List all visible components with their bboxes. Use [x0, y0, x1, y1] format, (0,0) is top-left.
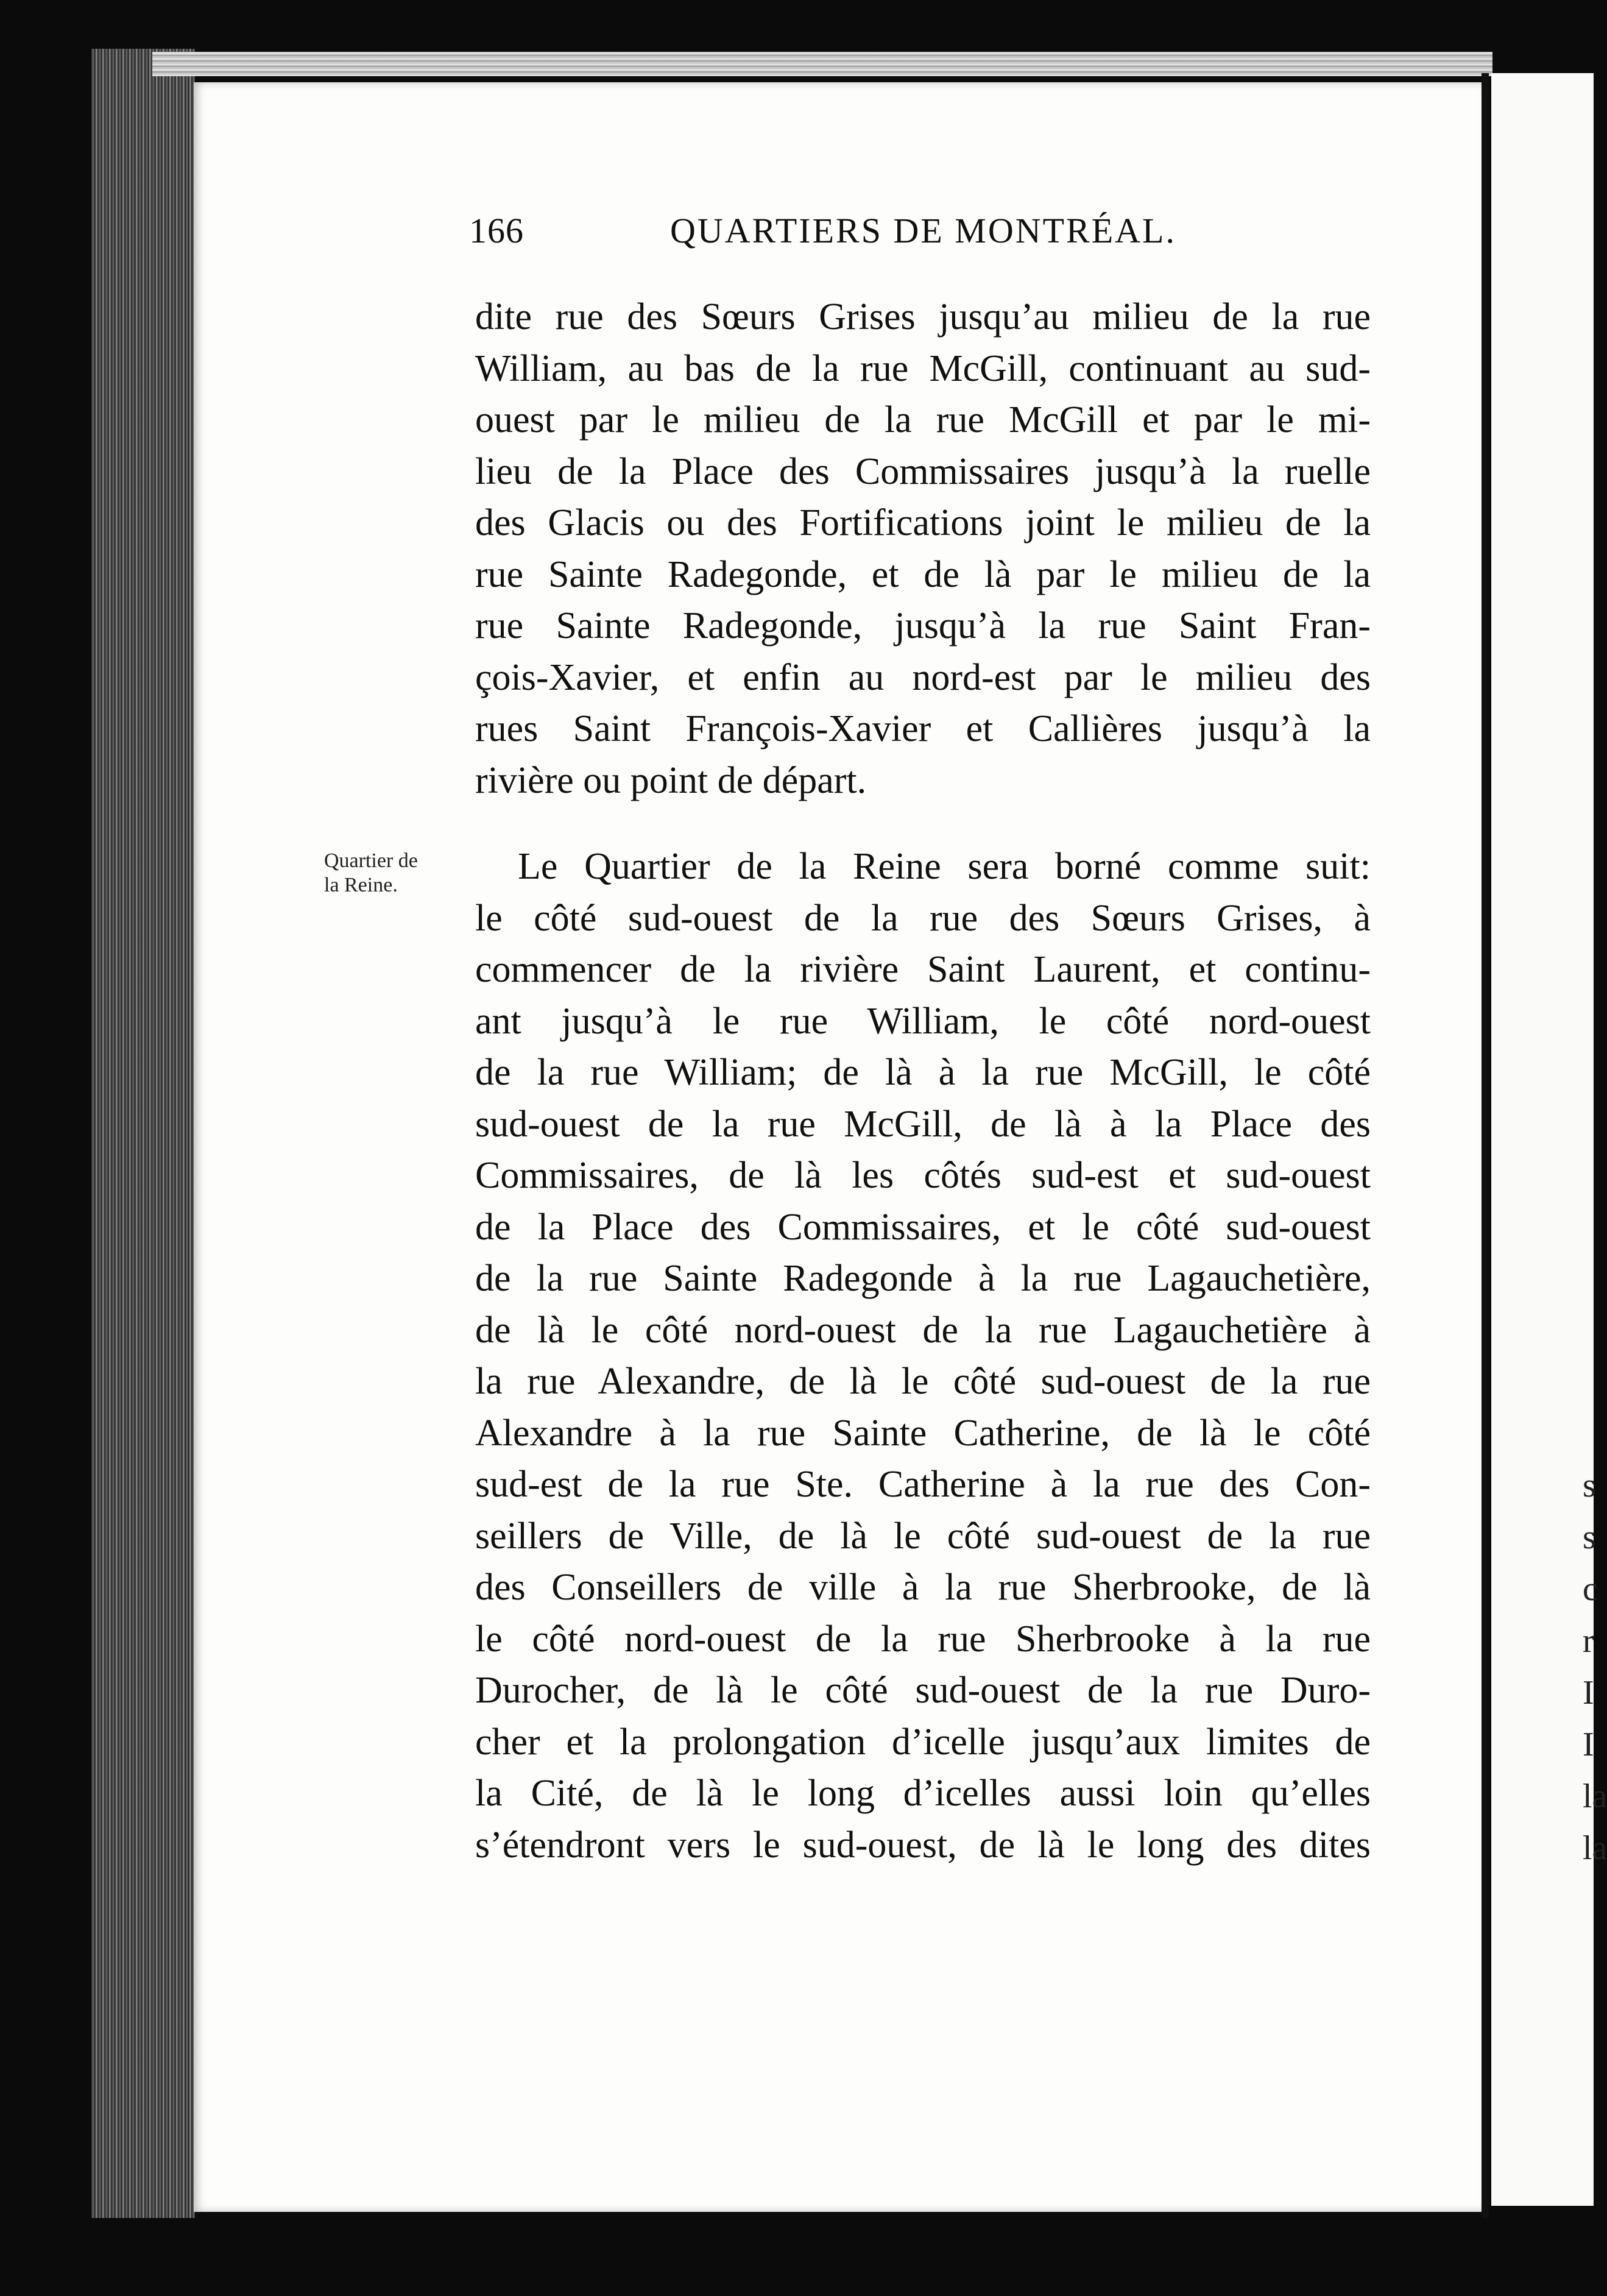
- text-line: Commissaires, de là les côtés sud-est et sud-ouest: [475, 1155, 1371, 1196]
- text-line: s’étendront vers le sud-ouest, de là le long des dites: [475, 1824, 1371, 1866]
- text-line: çois-Xavier, et enfin au nord-est par le milieu des: [475, 656, 1371, 698]
- margin-note: [324, 849, 464, 898]
- adjacent-page-fragment: r: [1583, 1622, 1594, 1660]
- text-line: lieu de la Place des Commissaires jusqu’à la ruelle: [475, 450, 1371, 492]
- text-line: des Conseillers de ville à la rue Sherbrooke, de là: [475, 1567, 1371, 1608]
- paragraph-2: [475, 841, 1371, 1871]
- text-line: rue Sainte Radegonde, et de là par le milieu de la: [475, 553, 1371, 595]
- text-line: de la rue William; de là à la rue McGill, le côté: [475, 1052, 1371, 1093]
- text-line: ouest par le milieu de la rue McGill et par le mi-: [475, 399, 1371, 441]
- adjacent-page-fragment: la: [1583, 1829, 1607, 1867]
- text-line: de là le côté nord-ouest de la rue Lagauchetière à: [475, 1309, 1371, 1351]
- text-line: ant jusqu’à le rue William, le côté nord-ouest: [475, 1000, 1371, 1042]
- text-line: rue Sainte Radegonde, jusqu’à la rue Saint Fran-: [475, 605, 1371, 647]
- adjacent-page-fragment: s: [1583, 1518, 1596, 1556]
- text-line: la rue Alexandre, de là le côté sud-ouest de la rue: [475, 1361, 1371, 1402]
- margin-note-line: Quartier de: [324, 849, 418, 872]
- adjacent-page-fragment: c: [1583, 1570, 1598, 1608]
- page-number: 166: [469, 211, 524, 250]
- text-line: seillers de Ville, de là le côté sud-ouest de la rue: [475, 1515, 1371, 1557]
- text-line: sud-ouest de la rue McGill, de là à la Place des: [475, 1103, 1371, 1145]
- adjacent-page-fragment: s: [1583, 1467, 1596, 1504]
- book-edge-top: [152, 52, 1492, 76]
- text-line: commencer de la rivière Saint Laurent, et continu-: [475, 949, 1371, 990]
- text-line: dite rue des Sœurs Grises jusqu’au milieu de la rue: [475, 296, 1371, 338]
- text-line: le côté nord-ouest de la rue Sherbrooke à la rue: [475, 1618, 1371, 1660]
- text-line: le côté sud-ouest de la rue des Sœurs Grises, à: [475, 897, 1371, 939]
- margin-note-line: la Reine.: [324, 874, 398, 896]
- text-line: sud-est de la rue Ste. Catherine à la rue des Con-: [475, 1464, 1371, 1505]
- text-line: des Glacis ou des Fortifications joint le milieu de la: [475, 502, 1371, 544]
- text-line: Le Quartier de la Reine sera borné comme suit:: [518, 846, 1371, 887]
- adjacent-page-edge: [1491, 73, 1607, 2206]
- page-gutter: [1482, 73, 1489, 2218]
- text-line: rues Saint François-Xavier et Callières jusqu’à la: [475, 708, 1371, 749]
- paragraph-1: [475, 291, 1371, 806]
- adjacent-page-fragment: I: [1583, 1674, 1594, 1712]
- running-head: [469, 210, 1383, 259]
- text-line: de la Place des Commissaires, et le côté sud-ouest: [475, 1206, 1371, 1248]
- text-line: Alexandre à la rue Sainte Catherine, de là le côté: [475, 1412, 1371, 1454]
- book-edge-left: [91, 49, 195, 2218]
- text-line: de la rue Sainte Radegonde à la rue Lagauchetière,: [475, 1258, 1371, 1299]
- page-title: QUARTIERS DE MONTRÉAL.: [670, 211, 1176, 250]
- text-line: cher et la prolongation d’icelle jusqu’aux limites de: [475, 1721, 1371, 1763]
- adjacent-page-fragment: la: [1583, 1777, 1607, 1815]
- text-line: Durocher, de là le côté sud-ouest de la rue Duro-: [475, 1670, 1371, 1711]
- text-line: William, au bas de la rue McGill, continuant au sud-: [475, 347, 1371, 389]
- adjacent-page-fragment: I: [1583, 1726, 1594, 1763]
- text-line: rivière ou point de départ.: [475, 759, 867, 801]
- text-line: la Cité, de là le long d’icelles aussi loin qu’elles: [475, 1773, 1371, 1814]
